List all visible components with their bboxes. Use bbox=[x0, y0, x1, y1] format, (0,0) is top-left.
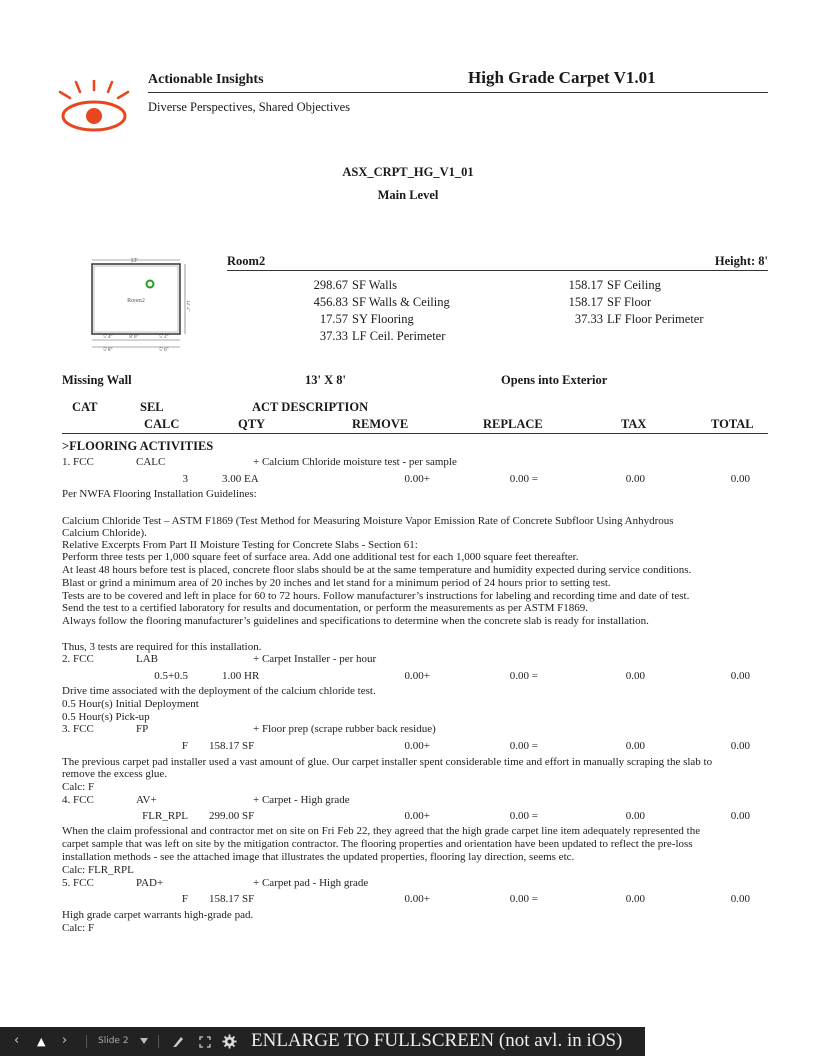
pen-icon[interactable] bbox=[172, 1035, 184, 1048]
slide-select[interactable]: Slide 2 bbox=[98, 1036, 129, 1046]
meas-unit: SF Floor bbox=[607, 295, 652, 309]
note-line: Send the test to a certified laboratory for results and documentation, or perform the measurements as per ASTM F1869. bbox=[62, 602, 589, 614]
item-num: 2. FCC bbox=[62, 653, 94, 665]
meas-value: 298.67 bbox=[313, 278, 348, 292]
toolbar-divider bbox=[86, 1035, 87, 1048]
item-num: 3. FCC bbox=[62, 723, 94, 735]
section-title: >FLOORING ACTIVITIES bbox=[62, 439, 214, 453]
note-line: Always follow the flooring manufacturer’s guidelines and specifications to determine when the concrete slab is ready for installation. bbox=[62, 615, 649, 627]
item-num: 1. FCC bbox=[62, 456, 94, 468]
item-remove: 0.00+ bbox=[404, 473, 430, 485]
item-sel: AV+ bbox=[136, 794, 157, 806]
enlarge-fullscreen-button[interactable]: ENLARGE TO FULLSCREEN (not avl. in iOS) bbox=[251, 1030, 623, 1051]
meas-unit: LF Floor Perimeter bbox=[607, 312, 704, 326]
item-total: 0.00 bbox=[730, 810, 750, 822]
item-replace: 0.00 = bbox=[509, 893, 538, 905]
item-tax: 0.00 bbox=[625, 740, 645, 752]
room-height: Height: 8' bbox=[714, 254, 768, 268]
item-calc: 0.5+0.5 bbox=[154, 670, 188, 682]
company-name: Actionable Insights bbox=[148, 72, 264, 87]
meas-unit: SF Ceiling bbox=[607, 278, 661, 292]
note-line: Thus, 3 tests are required for this installation. bbox=[62, 641, 262, 653]
item-desc: + Carpet - High grade bbox=[253, 794, 350, 806]
sketch-dim-bottom-right: 5' 2" bbox=[159, 335, 169, 340]
item-calc: F bbox=[181, 893, 188, 905]
note-line: carpet sample that was left on site by the mitigation contractor. The flooring properties and orientation have been updated to reflect the pre-loss bbox=[62, 838, 693, 850]
item-remove: 0.00+ bbox=[404, 810, 430, 822]
toolbar-divider bbox=[158, 1035, 159, 1048]
prev-slide-button[interactable]: ‹ bbox=[14, 1033, 20, 1048]
slide-toolbar bbox=[0, 1027, 645, 1056]
cursor-icon: ▲ bbox=[37, 1035, 46, 1048]
col-tax: TAX bbox=[621, 417, 647, 431]
sketch-room-label: Room2 bbox=[127, 298, 145, 304]
item-total: 0.00 bbox=[730, 893, 750, 905]
item-sel: LAB bbox=[136, 653, 158, 665]
item-remove: 0.00+ bbox=[404, 670, 430, 682]
item-calc: FLR_RPL bbox=[142, 810, 188, 822]
note-line: Perform three tests per 1,000 square feet of surface area. Add one additional test for each 1,000 square feet thereafter. bbox=[62, 551, 579, 563]
item-desc: + Carpet pad - High grade bbox=[253, 877, 369, 889]
item-num: 5. FCC bbox=[62, 877, 94, 889]
item-tax: 0.00 bbox=[625, 810, 645, 822]
item-tax: 0.00 bbox=[625, 670, 645, 682]
item-qty: 1.00 HR bbox=[222, 670, 260, 682]
meas-value: 158.17 bbox=[568, 295, 603, 309]
note-line: The previous carpet pad installer used a vast amount of glue. Our carpet installer spent considerable time and effort in manually scraping the slab to bbox=[62, 756, 713, 768]
item-replace: 0.00 = bbox=[509, 473, 538, 485]
item-tax: 0.00 bbox=[625, 893, 645, 905]
item-replace: 0.00 = bbox=[509, 740, 538, 752]
room-name: Room2 bbox=[227, 254, 266, 268]
col-sel: SEL bbox=[140, 400, 164, 414]
company-tagline: Diverse Perspectives, Shared Objectives bbox=[148, 100, 351, 114]
sketch-dim-foot-right: 5' 6" bbox=[159, 348, 169, 352]
gear-icon[interactable] bbox=[222, 1034, 237, 1049]
note-line: Blast or grind a minimum area of 20 inches by 20 inches and let stand for a minimum period of 24 hours prior to setting test. bbox=[62, 577, 611, 589]
eye-logo-icon bbox=[54, 80, 134, 136]
next-slide-button[interactable]: › bbox=[62, 1033, 68, 1048]
item-replace: 0.00 = bbox=[509, 810, 538, 822]
note-line: Calc: FLR_RPL bbox=[62, 864, 134, 876]
note-line: Relative Excerpts From Part II Moisture Testing for Concrete Slabs - Section 61: bbox=[62, 539, 418, 551]
item-total: 0.00 bbox=[730, 670, 750, 682]
sketch-dim-bottom-mid: 8' 0" bbox=[129, 335, 139, 340]
sketch-dim-top: 13' bbox=[130, 258, 138, 264]
col-calc: CALC bbox=[144, 417, 180, 431]
col-total: TOTAL bbox=[711, 417, 754, 431]
item-calc: 3 bbox=[182, 473, 188, 485]
missing-wall-label: Missing Wall bbox=[62, 373, 132, 387]
note-line: Calc: F bbox=[62, 922, 95, 934]
note-line: 0.5 Hour(s) Initial Deployment bbox=[62, 698, 199, 710]
col-cat: CAT bbox=[72, 400, 98, 414]
meas-unit: LF Ceil. Perimeter bbox=[352, 329, 446, 343]
item-desc: + Calcium Chloride moisture test - per sample bbox=[253, 456, 457, 468]
room-rule bbox=[227, 270, 768, 271]
item-num: 4. FCC bbox=[62, 794, 94, 806]
document-title: High Grade Carpet V1.01 bbox=[468, 68, 656, 87]
sketch-dim-bottom-left: 5' 4" bbox=[103, 335, 113, 340]
note-line: installation methods - see the attached image that illustrates the updated properties, flooring lay direction, seems etc. bbox=[62, 851, 575, 863]
note-line: Per NWFA Flooring Installation Guidelines: bbox=[62, 488, 257, 500]
level-name: Main Level bbox=[377, 188, 439, 202]
header-divider bbox=[62, 433, 768, 434]
item-total: 0.00 bbox=[730, 740, 750, 752]
fullscreen-icon[interactable] bbox=[199, 1036, 211, 1048]
room-sketch bbox=[84, 256, 190, 352]
meas-value: 456.83 bbox=[313, 295, 348, 309]
item-total: 0.00 bbox=[730, 473, 750, 485]
header-rule bbox=[148, 92, 768, 93]
item-qty: 299.00 SF bbox=[209, 810, 255, 822]
col-qty: QTY bbox=[238, 417, 266, 431]
col-act-desc: ACT DESCRIPTION bbox=[252, 400, 369, 414]
item-qty: 158.17 SF bbox=[209, 893, 255, 905]
item-sel: PAD+ bbox=[136, 877, 164, 889]
col-replace: REPLACE bbox=[483, 417, 543, 431]
note-line: Drive time associated with the deployment of the calcium chloride test. bbox=[62, 685, 376, 697]
note-line: Tests are to be covered and left in place for 60 to 72 hours. Follow manufacturer’s instructions for labeling and recording time and date of test. bbox=[62, 590, 690, 602]
missing-wall-note: Opens into Exterior bbox=[501, 373, 608, 387]
item-qty: 3.00 EA bbox=[222, 473, 259, 485]
item-desc: + Floor prep (scrape rubber back residue) bbox=[253, 723, 436, 735]
meas-unit: SF Walls bbox=[352, 278, 397, 292]
item-qty: 158.17 SF bbox=[209, 740, 255, 752]
meas-unit: SF Walls & Ceiling bbox=[352, 295, 450, 309]
col-remove: REMOVE bbox=[352, 417, 409, 431]
missing-wall-size: 13' X 8' bbox=[305, 373, 346, 387]
item-remove: 0.00+ bbox=[404, 740, 430, 752]
item-remove: 0.00+ bbox=[404, 893, 430, 905]
sketch-dim-side: 12' 2" bbox=[185, 300, 190, 312]
note-line: Calcium Chloride). bbox=[62, 527, 147, 539]
sketch-dim-foot-left: 5' 8" bbox=[103, 348, 113, 352]
note-line: High grade carpet warrants high-grade pad. bbox=[62, 909, 254, 921]
note-line: remove the excess glue. bbox=[62, 768, 168, 780]
note-line: Calcium Chloride Test – ASTM F1869 (Test Method for Measuring Moisture Vapor Emission Rate of Concrete Subfloor Using Anhydrous bbox=[62, 515, 674, 527]
meas-value: 158.17 bbox=[568, 278, 603, 292]
item-sel: CALC bbox=[136, 456, 166, 468]
estimate-name: ASX_CRPT_HG_V1_01 bbox=[342, 165, 474, 179]
item-sel: FP bbox=[136, 723, 149, 735]
meas-value: 37.33 bbox=[319, 329, 348, 343]
item-calc: F bbox=[181, 740, 188, 752]
meas-value: 17.57 bbox=[319, 312, 348, 326]
note-line: When the claim professional and contractor met on site on Fri Feb 22, they agreed that the high grade carpet line item adequately represented the bbox=[62, 825, 701, 837]
note-line: 0.5 Hour(s) Pick-up bbox=[62, 711, 150, 723]
meas-value: 37.33 bbox=[574, 312, 603, 326]
chevron-down-icon[interactable] bbox=[140, 1038, 148, 1044]
meas-unit: SY Flooring bbox=[352, 312, 414, 326]
item-tax: 0.00 bbox=[625, 473, 645, 485]
note-line: At least 48 hours before test is placed, concrete floor slabs should be at the same temperature and humidity expected during service conditions. bbox=[62, 564, 692, 576]
item-desc: + Carpet Installer - per hour bbox=[253, 653, 377, 665]
item-replace: 0.00 = bbox=[509, 670, 538, 682]
note-line: Calc: F bbox=[62, 781, 95, 793]
